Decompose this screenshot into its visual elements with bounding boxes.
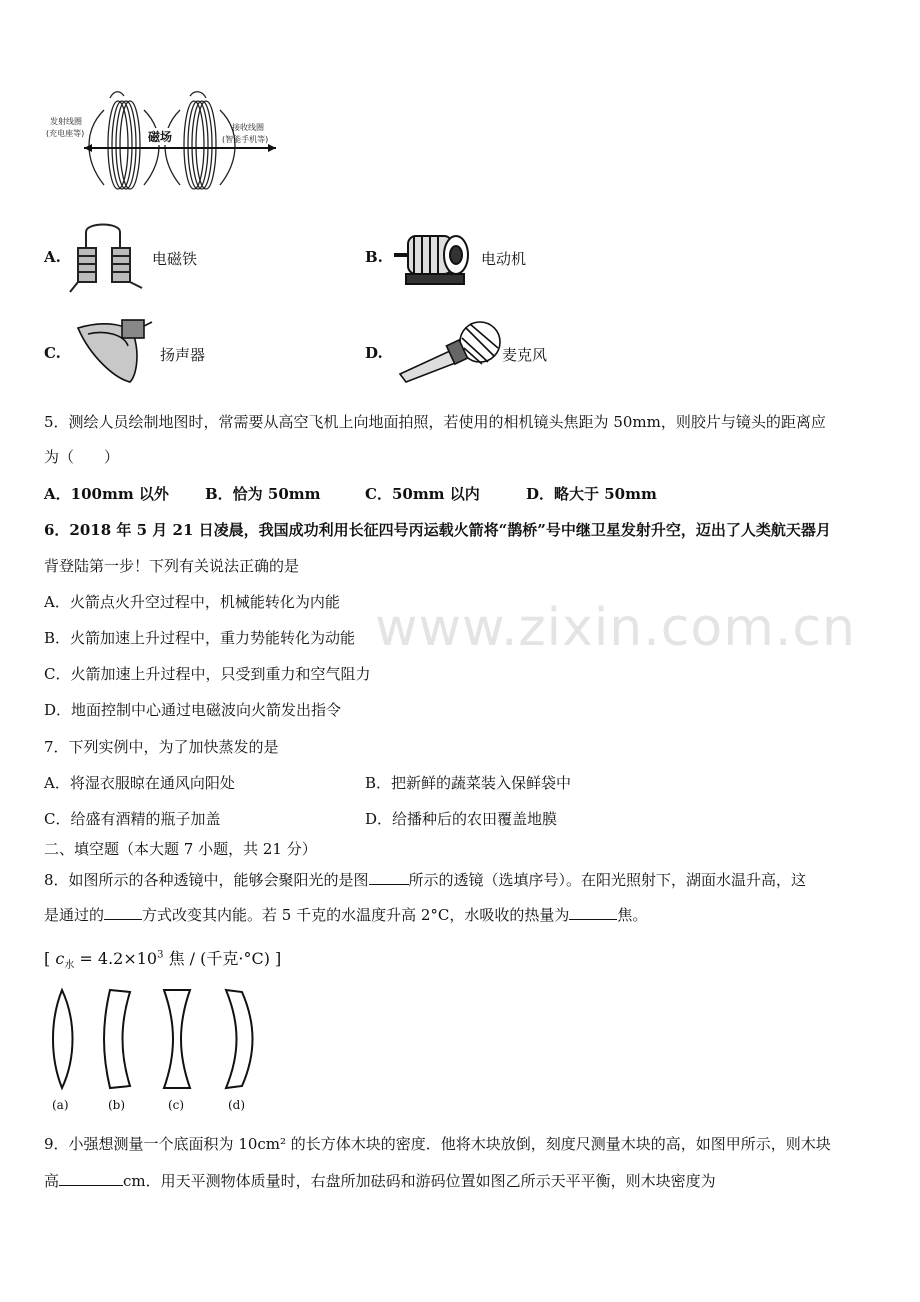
q5-option-c: C．50mm 以内 — [365, 485, 480, 503]
lens-label-b: (b) — [108, 1098, 126, 1112]
q5-option-a: A．100mm 以外 — [44, 485, 169, 503]
option-d-letter: D. — [365, 344, 383, 362]
speaker-icon — [74, 316, 156, 386]
formula-exp: 3 — [157, 949, 164, 961]
q7-option-c: C．给盛有酒精的瓶子加盖 — [44, 810, 221, 828]
electromagnet-icon — [68, 218, 146, 296]
q7-option-d: D．给播种后的农田覆盖地膜 — [365, 810, 558, 828]
q8-text-2c: 焦。 — [617, 906, 648, 924]
option-c-text: 扬声器 — [160, 346, 206, 364]
magnetic-field-label: 磁场 — [148, 130, 173, 144]
motor-icon — [392, 226, 478, 288]
q6-option-c: C．火箭加速上升过程中，只受到重力和空气阻力 — [44, 665, 371, 683]
watermark: www.zixin.com.cn — [375, 598, 856, 658]
q5-option-b: B．恰为 50mm — [205, 485, 321, 503]
coil-figure — [44, 90, 280, 200]
q5-option-d: D．略大于 50mm — [526, 485, 657, 503]
q8-line2 — [44, 904, 647, 925]
q7-option-a: A．将湿衣服晾在通风向阳处 — [44, 774, 235, 792]
q5-stem-line2: 为（ ） — [44, 448, 120, 466]
lens-label-c: (c) — [168, 1098, 185, 1112]
q8-blank-1[interactable] — [369, 870, 409, 885]
formula-unit: 焦 / (千克·°C) — [163, 949, 270, 968]
transmit-coil-sub: (充电座等) — [46, 129, 85, 138]
lens-a-icon — [53, 990, 73, 1088]
receive-coil-sub: (智能手机等) — [222, 135, 269, 144]
receive-coil-label: 接收线圈 — [232, 123, 264, 132]
lens-label-d: (d) — [228, 1098, 246, 1112]
q8-line1 — [44, 869, 806, 890]
q8-blank-3[interactable] — [569, 905, 617, 920]
lens-figure — [44, 984, 264, 1116]
q7-stem: 7．下列实例中，为了加快蒸发的是 — [44, 738, 279, 756]
q6-stem-line1: 6．2018 年 5 月 21 日凌晨，我国成功利用长征四号丙运载火箭将“鹊桥”号中继卫星发射升空，迈出了人类航天器月 — [44, 521, 831, 539]
lens-label-a: (a) — [52, 1098, 69, 1112]
option-a-text: 电磁铁 — [152, 250, 198, 268]
q7-option-b: B．把新鲜的蔬菜装入保鲜袋中 — [365, 774, 572, 792]
lens-b-icon — [104, 990, 130, 1088]
section-heading: 二、填空题（本大题 7 小题，共 21 分） — [44, 840, 317, 858]
q6-stem-line2: 背登陆第一步！下列有关说法正确的是 — [44, 557, 300, 575]
q8-blank-2[interactable] — [104, 905, 142, 920]
q9-line2 — [44, 1170, 716, 1191]
q9-text-2b: cm．用天平测物体质量时，右盘所加砝码和游码位置如图乙所示天平平衡，则木块密度为 — [123, 1172, 716, 1190]
transmit-coil-label: 发射线圈 — [50, 117, 82, 126]
option-c-letter: C. — [44, 344, 61, 362]
microphone-icon — [396, 316, 504, 386]
formula-sub: 水 — [64, 960, 75, 972]
q6-option-d: D．地面控制中心通过电磁波向火箭发出指令 — [44, 701, 342, 719]
q8-text-2b: 方式改变其内能。若 5 千克的水温度升高 2°C，水吸收的热量为 — [142, 906, 570, 924]
lens-c-icon — [164, 990, 190, 1088]
q8-text-1b: 所示的透镜（选填序号）。在阳光照射下，湖面水温升高，这 — [408, 871, 807, 889]
q9-line1: 9．小强想测量一个底面积为 10cm² 的长方体木块的密度．他将木块放倒，刻度尺测量木块的高，如图甲所示，则木块 — [44, 1135, 831, 1153]
option-d-text: 麦克风 — [502, 346, 548, 364]
formula-bracket-open: [ — [44, 949, 51, 968]
lens-d-icon — [226, 990, 253, 1088]
q6-option-a: A．火箭点火升空过程中，机械能转化为内能 — [44, 593, 340, 611]
formula-c: c — [55, 949, 65, 968]
option-b-text: 电动机 — [481, 250, 527, 268]
option-a-letter: A. — [44, 248, 61, 266]
q8-text-2a: 是通过的 — [44, 906, 105, 924]
q9-text-2a: 高 — [44, 1172, 60, 1190]
q8-text-1a: 8．如图所示的各种透镜中，能够会聚阳光的是图 — [44, 871, 369, 889]
q9-blank-1[interactable] — [59, 1171, 123, 1186]
formula-value: = 4.2×10 — [74, 949, 158, 968]
formula-bracket-close: ] — [269, 949, 282, 968]
option-b-letter: B. — [365, 248, 383, 266]
q6-option-b: B．火箭加速上升过程中，重力势能转化为动能 — [44, 629, 356, 647]
q5-stem-line1: 5．测绘人员绘制地图时，常需要从高空飞机上向地面拍照，若使用的相机镜头焦距为 50mm，则胶片与镜头的距离应 — [44, 413, 826, 431]
q8-formula — [44, 946, 281, 971]
coil-diagram-icon — [44, 90, 280, 200]
